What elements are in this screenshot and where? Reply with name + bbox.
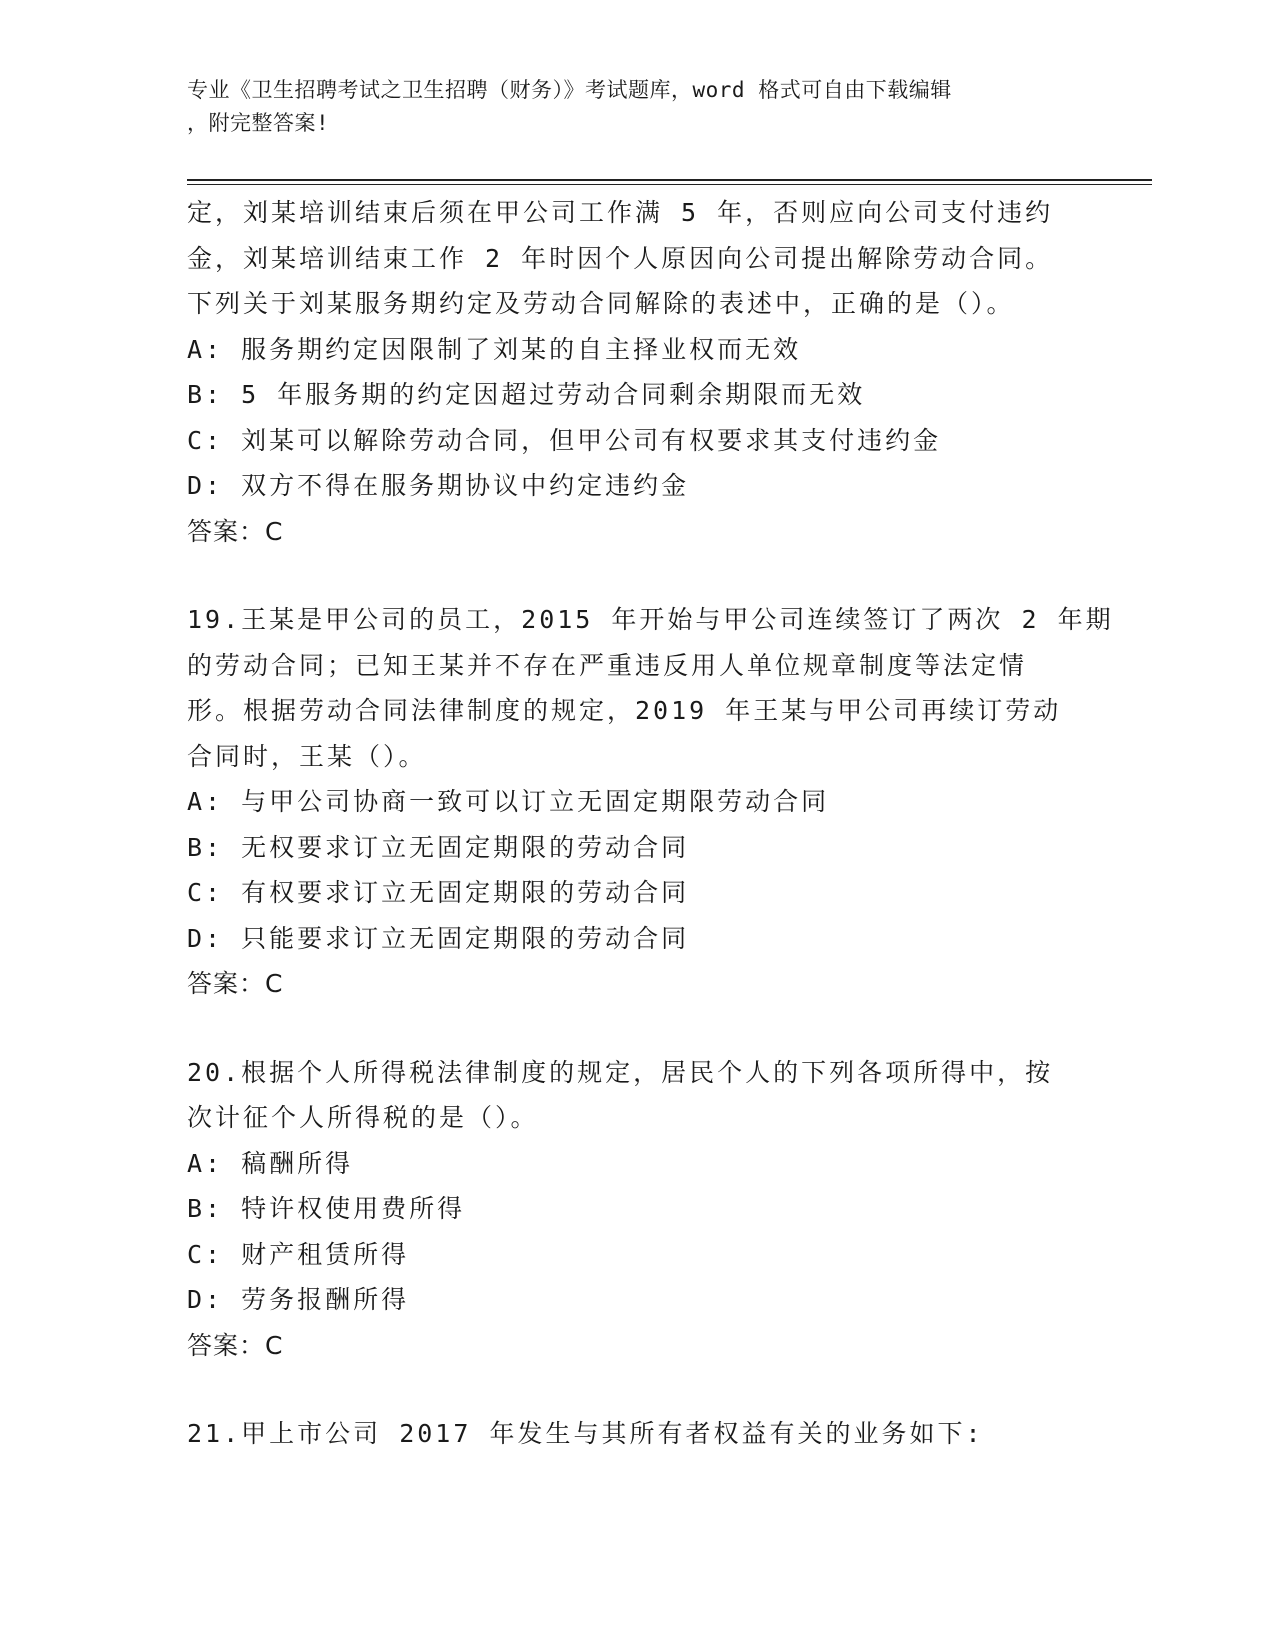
option-b: B: 无权要求订立无固定期限的劳动合同: [187, 832, 690, 862]
option-b: B: 特许权使用费所得: [187, 1194, 466, 1223]
question-stem-line: 金，刘某培训结束工作 2 年时因个人原因向公司提出解除劳动合同。: [187, 243, 1054, 273]
question-stem-line: 形。根据劳动合同法律制度的规定，2019 年王某与甲公司再续订劳动: [187, 696, 1062, 725]
question-21: [187, 1411, 1087, 1457]
question-stem-line: 20.根据个人所得税法律制度的规定，居民个人的下列各项所得中，按: [187, 1057, 1054, 1087]
answer: 答案：C: [187, 516, 284, 546]
header-line-2: ，附完整答案!: [187, 111, 330, 135]
option-c: C: 刘某可以解除劳动合同，但甲公司有权要求其支付违约金: [187, 425, 942, 455]
option-c: C: 财产租赁所得: [187, 1239, 410, 1269]
question-stem-line: 19.王某是甲公司的员工，2015 年开始与甲公司连续签订了两次 2 年期: [187, 605, 1114, 634]
option-a: A: 与甲公司协商一致可以订立无固定期限劳动合同: [187, 787, 830, 816]
question-stem-line: 的劳动合同；已知王某并不存在严重违反用人单位规章制度等法定情: [187, 650, 1028, 680]
option-d: D: 劳务报酬所得: [187, 1285, 410, 1314]
question-stem-line: 21.甲上市公司 2017 年发生与其所有者权益有关的业务如下:: [187, 1419, 984, 1448]
header-divider-thin: [187, 184, 1152, 185]
question-stem-line: 定，刘某培训结束后须在甲公司工作满 5 年，否则应向公司支付违约: [187, 198, 1054, 227]
option-c: C: 有权要求订立无固定期限的劳动合同: [187, 878, 690, 907]
question-content: [187, 190, 1114, 1457]
question-19: [187, 597, 1114, 1007]
question-20: [187, 1050, 1087, 1369]
answer: 答案：C: [187, 969, 284, 998]
document-header: [187, 74, 1067, 140]
question-stem-line: 合同时，王某（）。: [187, 741, 427, 771]
header-divider-thick: [187, 179, 1152, 181]
question-stem-line: 下列关于刘某服务期约定及劳动合同解除的表述中，正确的是（）。: [187, 289, 1015, 318]
option-a: A: 稿酬所得: [187, 1148, 354, 1178]
option-d: D: 双方不得在服务期协议中约定违约金: [187, 471, 690, 500]
answer: 答案：C: [187, 1330, 284, 1360]
question-18-continued: [187, 190, 1087, 554]
question-stem-line: 次计征个人所得税的是（）。: [187, 1103, 539, 1132]
option-d: D: 只能要求订立无固定期限的劳动合同: [187, 923, 690, 953]
option-a: A: 服务期约定因限制了刘某的自主择业权而无效: [187, 334, 802, 364]
option-b: B: 5 年服务期的约定因超过劳动合同剩余期限而无效: [187, 380, 866, 409]
header-line-1: 专业《卫生招聘考试之卫生招聘（财务）》考试题库，word 格式可自由下载编辑: [187, 78, 952, 102]
